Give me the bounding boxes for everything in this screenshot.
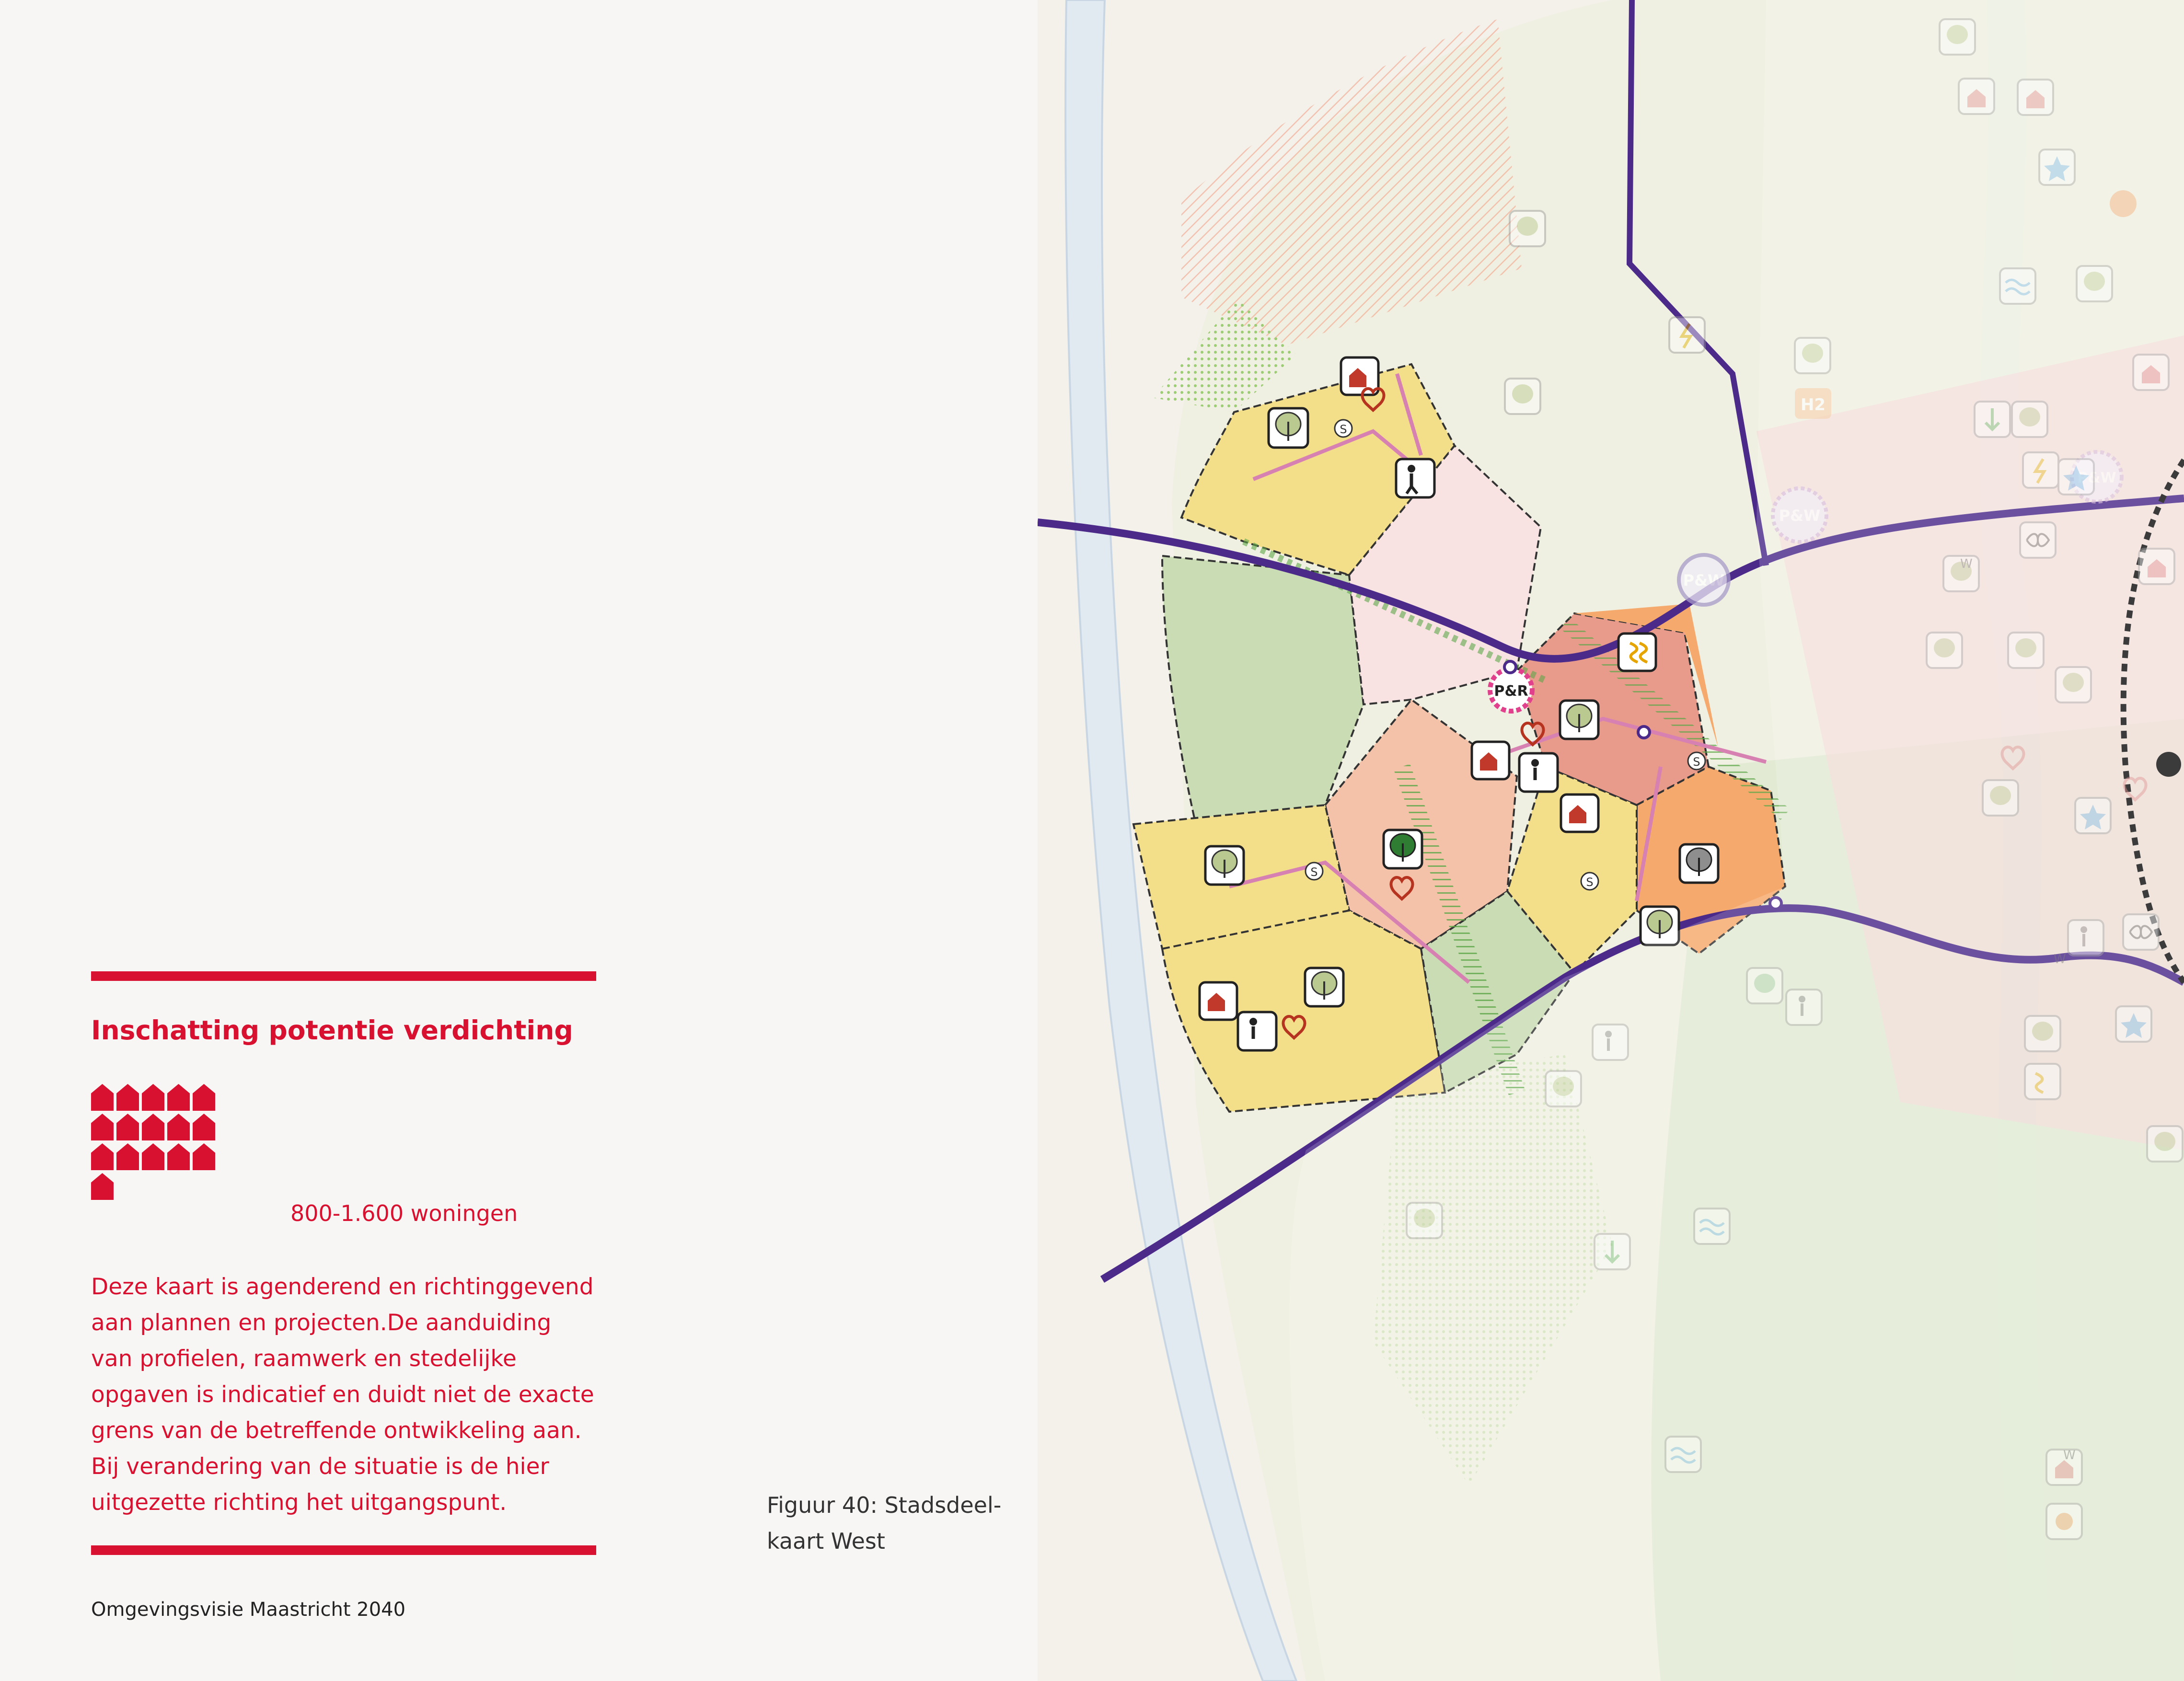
tree-icon: [1205, 846, 1244, 885]
svg-text:H2: H2: [1800, 395, 1826, 414]
walker-icon: [1238, 1012, 1276, 1050]
school-marker: [1688, 752, 1705, 770]
house-icon: [116, 1114, 139, 1140]
house-icon: [1561, 794, 1598, 832]
density-label: 800-1.600 woningen: [290, 1200, 518, 1226]
house-icon: [193, 1114, 215, 1140]
school-marker: [1581, 873, 1598, 890]
footer-title: Omgevingsvisie Maastricht 2040: [91, 1599, 406, 1621]
lightning-icon: [1669, 317, 1705, 353]
house-icon: [142, 1114, 164, 1140]
house-icon: [193, 1143, 215, 1170]
tree-icon: [1680, 844, 1718, 883]
house-icon: [1200, 982, 1237, 1020]
tree-icon: [1505, 379, 1540, 414]
svg-text:S: S: [1693, 755, 1700, 769]
svg-text:P&R: P&R: [1494, 683, 1528, 700]
density-houses-icon: [91, 1084, 217, 1203]
bottom-rule: [91, 1545, 596, 1555]
tree-icon: [1305, 968, 1343, 1006]
svg-text:P&W: P&W: [1779, 507, 1821, 525]
house-icon: [91, 1143, 114, 1170]
body-text: Deze kaart is agenderend en richtinggevend aan plannen en projecten.De aanduiding van profielen, raamwerk en stedelijke opgaven is indicatief en duidt niet de exacte grens van de betreffende ontwikkeling aan. Bij verandering van de situatie is de hier uitgezette richting het uitgangspunt.: [91, 1274, 594, 1516]
tree-icon: [1510, 211, 1545, 246]
map-canvas: [1038, 0, 2184, 1681]
svg-text:S: S: [1340, 423, 1347, 436]
svg-text:P&W: P&W: [1683, 571, 1725, 589]
lightning-icon: [1618, 633, 1656, 671]
walk-point-label: W: [2063, 1448, 2076, 1462]
house-icon: [142, 1084, 164, 1111]
svg-text:S: S: [1310, 865, 1318, 879]
district-map: [1038, 0, 2184, 1681]
walk-point-label: W: [1960, 557, 1973, 571]
svg-text:P&W: P&W: [2077, 470, 2116, 486]
house-icon: [142, 1143, 164, 1170]
walk-point-label: W: [2054, 952, 2066, 967]
walker-icon: [1519, 753, 1558, 792]
svg-text:S: S: [1586, 875, 1594, 889]
house-icon: [91, 1084, 114, 1111]
house-icon: [91, 1114, 114, 1140]
route-node: [1638, 726, 1650, 738]
house-icon: [167, 1114, 190, 1140]
section-title: Inschatting potentie verdichting: [91, 1015, 573, 1046]
park-and-walk-hub: [1679, 555, 1729, 605]
tree-icon: [1384, 830, 1422, 868]
house-icon: [1472, 742, 1509, 779]
house-icon: [167, 1143, 190, 1170]
house-icon: [91, 1173, 114, 1200]
tree-icon: [1560, 701, 1598, 739]
walker-icon: [1396, 459, 1434, 497]
school-marker: [1335, 420, 1352, 437]
house-icon: [116, 1143, 139, 1170]
house-icon: [193, 1084, 215, 1111]
zone-green-park: [1162, 556, 1364, 824]
house-icon: [116, 1084, 139, 1111]
figure-caption: Figuur 40: Stadsdeel-kaart West: [767, 1492, 1002, 1554]
tree-icon: [1269, 408, 1308, 448]
top-rule: [91, 971, 596, 981]
school-marker: [1306, 863, 1323, 880]
house-icon: [167, 1084, 190, 1111]
